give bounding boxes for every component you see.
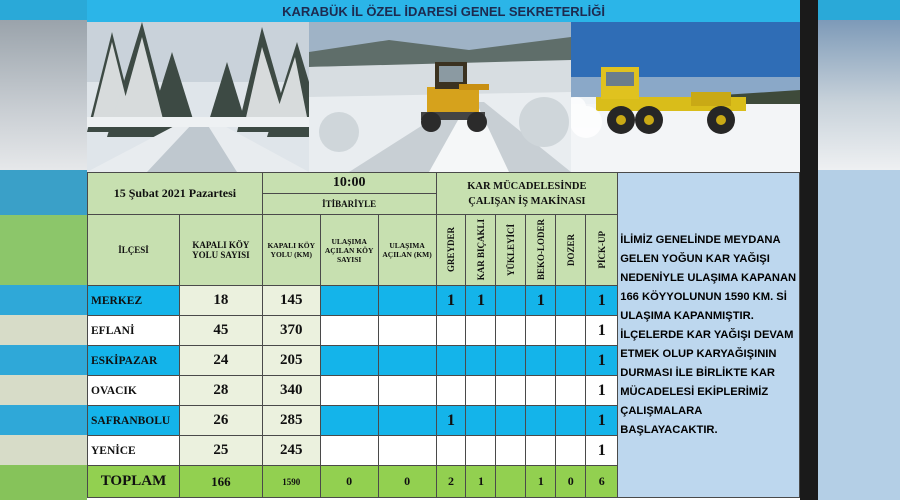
total-label: TOPLAM — [88, 466, 180, 498]
machine-count — [556, 406, 586, 436]
district-name: YENİCE — [88, 436, 180, 466]
col-district: İLÇESİ — [88, 215, 180, 286]
report-time-suffix: İTİBARİYLE — [262, 194, 436, 215]
closed-count: 24 — [179, 346, 262, 376]
closed-km: 145 — [262, 286, 320, 316]
machine-count — [526, 436, 556, 466]
col-closed-count: KAPALI KÖY YOLU SAYISI — [179, 215, 262, 286]
col-machine-loader: YÜKLEYİCİ — [505, 223, 516, 276]
total-machine-count — [496, 466, 526, 498]
col-machine-grader: GREYDER — [445, 227, 456, 273]
closed-count: 28 — [179, 376, 262, 406]
report-document — [87, 0, 800, 500]
closed-km: 285 — [262, 406, 320, 436]
opened-count — [320, 436, 378, 466]
snowy-forest-road-photo — [87, 22, 309, 172]
machine-count — [556, 436, 586, 466]
machine-count: 1 — [586, 406, 618, 436]
opened-km — [378, 286, 436, 316]
machine-count — [496, 376, 526, 406]
machine-count — [556, 316, 586, 346]
left-blurred-backdrop — [0, 0, 87, 500]
closed-km: 205 — [262, 346, 320, 376]
col-opened-count: ULAŞIMA AÇILAN KÖY SAYISI — [320, 215, 378, 286]
district-name: SAFRANBOLU — [88, 406, 180, 436]
machine-count — [526, 346, 556, 376]
machines-header: KAR MÜCADELESİNDE ÇALIŞAN İŞ MAKİNASI — [436, 173, 618, 215]
col-machine-backhoe: BEKO-LODER — [535, 219, 546, 281]
total-machine-count: 1 — [526, 466, 556, 498]
machine-count — [466, 406, 496, 436]
status-note: İLİMİZ GENELİNDE MEYDANA GELEN YOĞUN KAR YAĞIŞI NEDENİYLE ULAŞIMA KAPANAN 166 KÖYYOLUNUN 1590 KM. Sİ ULAŞIMA KAPANMIŞTIR. İLÇELERDE KAR YAĞIŞI DEVAM ETMEK OLUP KARYAĞIŞININ DURMASI İLE BİRLİKTE KAR MÜCADELESİ EKİPLERİMİZ ÇALIŞMALARA BAŞLAYACAKTIR. — [620, 233, 797, 436]
total-opened-count: 0 — [320, 466, 378, 498]
machine-count — [496, 346, 526, 376]
closed-km: 370 — [262, 316, 320, 346]
opened-km — [378, 406, 436, 436]
machine-count: 1 — [586, 286, 618, 316]
opened-count — [320, 406, 378, 436]
machine-count — [556, 376, 586, 406]
machine-count — [496, 436, 526, 466]
machine-count — [526, 376, 556, 406]
machine-count — [496, 406, 526, 436]
col-machine-snow-blade: KAR BIÇAKLI — [475, 219, 486, 281]
total-closed-count: 166 — [179, 466, 262, 498]
machine-count — [496, 316, 526, 346]
total-machine-count: 1 — [466, 466, 496, 498]
total-machine-count: 0 — [556, 466, 586, 498]
opened-count — [320, 316, 378, 346]
machine-count — [466, 346, 496, 376]
machine-count: 1 — [436, 286, 466, 316]
machine-count — [436, 346, 466, 376]
col-machine-pickup: PİCK-UP — [596, 231, 607, 269]
closed-km: 245 — [262, 436, 320, 466]
closed-count: 25 — [179, 436, 262, 466]
status-table — [87, 172, 800, 498]
report-date: 15 Şubat 2021 Pazartesi — [88, 173, 263, 215]
opened-count — [320, 376, 378, 406]
opened-count — [320, 286, 378, 316]
machine-count — [436, 316, 466, 346]
machine-count — [526, 316, 556, 346]
machine-count — [526, 406, 556, 436]
total-machine-count: 2 — [436, 466, 466, 498]
machine-count: 1 — [586, 346, 618, 376]
district-name: MERKEZ — [88, 286, 180, 316]
machine-count — [496, 286, 526, 316]
right-blurred-backdrop — [818, 0, 900, 500]
closed-km: 340 — [262, 376, 320, 406]
opened-km — [378, 436, 436, 466]
machine-count: 1 — [466, 286, 496, 316]
total-closed-km: 1590 — [262, 466, 320, 498]
opened-km — [378, 316, 436, 346]
machine-count: 1 — [436, 406, 466, 436]
closed-count: 18 — [179, 286, 262, 316]
machine-count: 1 — [586, 376, 618, 406]
total-machine-count: 6 — [586, 466, 618, 498]
closed-count: 45 — [179, 316, 262, 346]
col-closed-km: KAPALI KÖY YOLU (KM) — [262, 215, 320, 286]
col-machine-dozer: DOZER — [565, 233, 576, 266]
title-bar — [87, 0, 800, 22]
opened-count — [320, 346, 378, 376]
grader-clearing-road-photo — [309, 22, 571, 172]
col-opened-km: ULAŞIMA AÇILAN (KM) — [378, 215, 436, 286]
machine-count — [466, 376, 496, 406]
report-title: KARABÜK İL ÖZEL İDARESİ GENEL SEKRETERLİĞİ — [282, 3, 605, 19]
machine-count — [436, 376, 466, 406]
closed-count: 26 — [179, 406, 262, 436]
machine-count — [556, 286, 586, 316]
machine-count: 1 — [586, 316, 618, 346]
grader-in-snow-photo — [571, 22, 800, 172]
machine-count: 1 — [586, 436, 618, 466]
machine-count — [466, 316, 496, 346]
machine-count — [436, 436, 466, 466]
district-name: ESKİPAZAR — [88, 346, 180, 376]
district-name: OVACIK — [88, 376, 180, 406]
opened-km — [378, 346, 436, 376]
machine-count: 1 — [526, 286, 556, 316]
machine-count — [466, 436, 496, 466]
machine-count — [556, 346, 586, 376]
total-opened-km: 0 — [378, 466, 436, 498]
report-time: 10:00 — [262, 173, 436, 194]
district-name: EFLANİ — [88, 316, 180, 346]
note-cell — [618, 173, 800, 498]
opened-km — [378, 376, 436, 406]
